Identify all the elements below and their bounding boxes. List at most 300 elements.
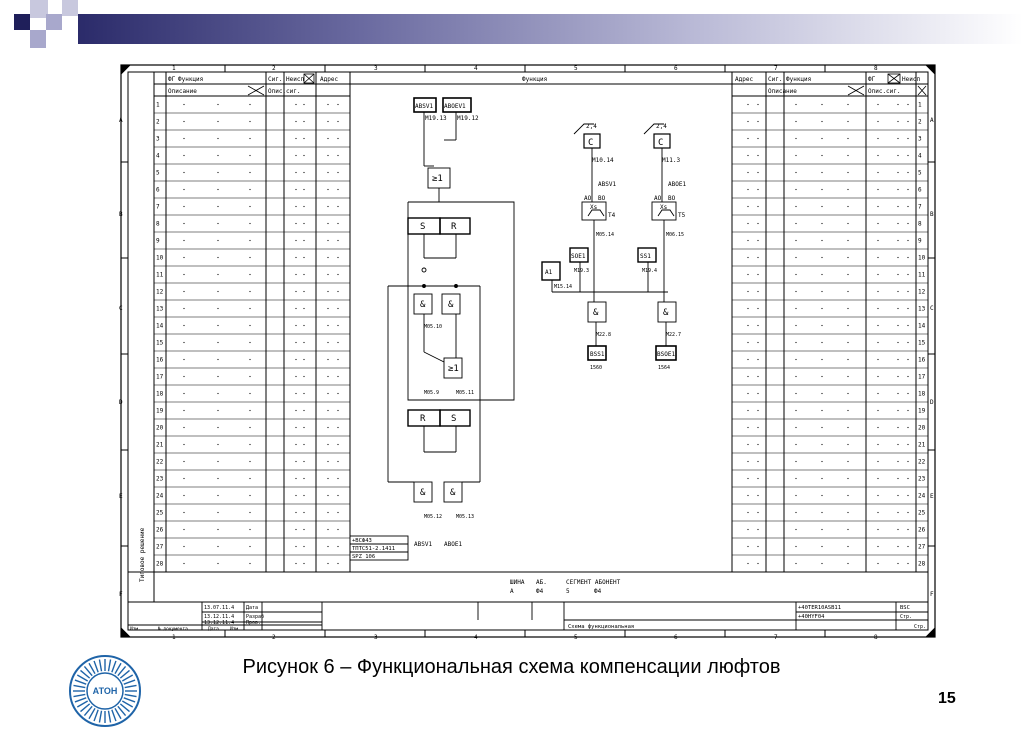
table-dot [183,427,184,428]
table-dot [847,342,848,343]
left-header-sig: Сиг. [268,76,283,83]
table-dot [757,410,758,411]
stamp-date: 13.12.11.4 [204,620,235,626]
table-dot [847,240,848,241]
row-letter: E [119,493,123,500]
table-dot [217,529,218,530]
table-dot [847,138,848,139]
table-dot [337,495,338,496]
table-dot [295,512,296,513]
table-dot [337,240,338,241]
table-dot [847,325,848,326]
table-dot [877,393,878,394]
table-dot [907,325,908,326]
row-number: 17 [918,373,926,381]
table-dot [747,274,748,275]
table-dot [897,478,898,479]
table-dot [795,206,796,207]
schematic-drawing [118,62,938,640]
table-dot [327,393,328,394]
table-dot [327,342,328,343]
table-dot [747,257,748,258]
row-letter: C [119,305,123,312]
table-dot [821,138,822,139]
table-dot [877,274,878,275]
row-number: 9 [156,237,160,245]
and-gate-label: & [420,488,426,498]
table-dot [757,359,758,360]
table-dot [877,461,878,462]
table-dot [847,121,848,122]
table-dot [877,512,878,513]
table-dot [183,512,184,513]
table-dot [907,104,908,105]
table-dot [249,529,250,530]
ref-label: M05.13 [456,514,475,520]
table-dot [877,138,878,139]
table-dot [217,410,218,411]
row-letter: C [930,305,934,312]
table-dot [877,376,878,377]
table-dot [327,376,328,377]
table-dot [747,393,748,394]
table-dot [249,342,250,343]
center-header: Функция [522,76,548,83]
table-dot [217,155,218,156]
ao-label: AO [584,195,592,202]
column-number: 2 [272,634,276,640]
table-dot [757,529,758,530]
row-number: 2 [156,118,160,126]
row-number: 1 [918,101,922,109]
column-number: 3 [374,65,378,72]
table-dot [847,257,848,258]
table-dot [877,189,878,190]
row-number: 18 [918,390,926,398]
table-dot [337,206,338,207]
table-dot [897,155,898,156]
table-dot [757,512,758,513]
ref-label: M05.9 [424,390,440,396]
table-dot [821,240,822,241]
table-dot [303,393,304,394]
row-letter: D [930,399,934,406]
table-dot [877,546,878,547]
table-dot [249,104,250,105]
table-dot [877,359,878,360]
output-num: 1564 [658,365,671,371]
stamp-label: Дата [246,605,259,611]
table-dot [897,104,898,105]
row-letter: F [119,591,123,598]
column-number: 6 [674,65,678,72]
table-dot [303,529,304,530]
table-dot [897,121,898,122]
table-dot [217,206,218,207]
table-dot [747,359,748,360]
table-dot [907,121,908,122]
row-number: 28 [918,560,926,568]
table-dot [217,308,218,309]
table-dot [821,104,822,105]
table-dot [303,495,304,496]
input-label: ABSV1 [415,103,434,110]
table-dot [303,206,304,207]
table-dot [821,512,822,513]
table-dot [847,529,848,530]
table-dot [907,427,908,428]
table-dot [183,376,184,377]
table-dot [821,461,822,462]
column-number: 8 [874,65,878,72]
table-dot [327,410,328,411]
table-dot [337,410,338,411]
table-dot [877,155,878,156]
table-dot [249,410,250,411]
table-dot [877,325,878,326]
row-number: 2 [918,118,922,126]
table-dot [249,359,250,360]
row-number: 19 [156,407,164,415]
table-dot [183,257,184,258]
table-dot [757,427,758,428]
c-value: 2,4 [586,123,597,130]
table-dot [337,393,338,394]
and-gate-label: & [593,308,599,318]
table-dot [821,223,822,224]
table-dot [183,478,184,479]
row-number: 24 [918,492,926,500]
table-dot [795,512,796,513]
table-dot [183,444,184,445]
table-dot [897,291,898,292]
column-number: 2 [272,65,276,72]
table-dot [295,563,296,564]
table-dot [249,240,250,241]
table-dot [303,223,304,224]
bottom-label: ABOE1 [444,541,463,548]
table-dot [295,138,296,139]
table-dot [821,308,822,309]
row-number: 6 [918,186,922,194]
table-dot [897,376,898,377]
table-dot [327,325,328,326]
table-dot [907,342,908,343]
table-dot [795,478,796,479]
column-number: 7 [774,65,778,72]
table-dot [327,512,328,513]
table-dot [327,155,328,156]
table-dot [907,155,908,156]
and-gate-label: & [663,308,669,318]
row-number: 3 [918,135,922,143]
table-dot [907,240,908,241]
table-dot [295,308,296,309]
table-dot [795,359,796,360]
table-dot [295,410,296,411]
row-number: 6 [156,186,160,194]
table-dot [795,223,796,224]
header-square-light-2 [46,14,62,30]
table-dot [907,308,908,309]
table-dot [907,393,908,394]
table-dot [327,240,328,241]
table-dot [907,495,908,496]
table-dot [795,410,796,411]
table-dot [183,410,184,411]
row-number: 24 [156,492,164,500]
table-dot [183,325,184,326]
table-dot [217,478,218,479]
table-dot [847,478,848,479]
column-number: 8 [874,634,878,640]
table-dot [217,546,218,547]
table-dot [295,155,296,156]
table-dot [183,393,184,394]
table-dot [303,563,304,564]
table-dot [217,104,218,105]
row-number: 16 [918,356,926,364]
table-dot [847,189,848,190]
table-dot [337,342,338,343]
table-dot [897,512,898,513]
table-dot [907,291,908,292]
table-dot [337,104,338,105]
table-dot [183,155,184,156]
column-number: 3 [374,634,378,640]
table-dot [897,444,898,445]
ref-label: M05.14 [596,232,615,238]
row-letter: B [119,211,123,218]
table-dot [795,240,796,241]
row-number: 8 [918,220,922,228]
output-label: BSOE1 [657,351,676,358]
table-dot [847,512,848,513]
table-dot [337,444,338,445]
table-dot [327,529,328,530]
table-dot [295,325,296,326]
table-dot [337,308,338,309]
table-dot [337,512,338,513]
table-dot [327,478,328,479]
or-gate-label: ≥1 [448,364,459,374]
table-dot [249,308,250,309]
bo-label: BO [598,195,606,202]
table-dot [217,342,218,343]
row-number: 23 [918,475,926,483]
table-dot [757,240,758,241]
table-dot [907,512,908,513]
output-label: BSS1 [590,351,605,358]
table-dot [747,512,748,513]
table-dot [897,240,898,241]
rs-r-label: R [420,414,426,424]
table-dot [337,138,338,139]
table-dot [877,223,878,224]
table-dot [217,189,218,190]
table-dot [217,359,218,360]
stamp-foot: № документа [158,627,188,632]
output-num: 1560 [590,365,603,371]
stamp-foot: Изм [230,627,239,632]
table-dot [747,206,748,207]
table-dot [757,495,758,496]
table-dot [747,138,748,139]
table-dot [337,359,338,360]
table-dot [907,359,908,360]
table-dot [877,121,878,122]
row-number: 10 [156,254,164,262]
table-dot [327,104,328,105]
row-number: 5 [918,169,922,177]
table-dot [327,308,328,309]
row-letter: A [119,117,123,124]
stamp-label: Пров. [246,620,262,626]
table-dot [795,325,796,326]
row-number: 13 [918,305,926,313]
table-dot [795,461,796,462]
table-dot [249,274,250,275]
table-dot [295,393,296,394]
right-header-fg: ФГ [868,76,876,83]
table-dot [757,155,758,156]
table-dot [249,546,250,547]
bottom-box-line: ТПТС51-2.1411 [352,546,396,552]
stamp-date: 13.12.11.4 [204,614,235,620]
ref-label: M22.8 [596,332,612,338]
stamp-foot: Изм. [130,627,141,632]
table-dot [757,308,758,309]
row-number: 22 [918,458,926,466]
table-dot [327,138,328,139]
table-dot [821,274,822,275]
row-letter: F [930,591,934,598]
table-dot [295,359,296,360]
table-dot [183,461,184,462]
table-dot [757,138,758,139]
side-label: Типовое решение [139,527,146,582]
table-dot [757,291,758,292]
table-dot [821,121,822,122]
table-dot [757,274,758,275]
table-dot [249,495,250,496]
row-letter: E [930,493,934,500]
table-dot [757,189,758,190]
table-dot [747,291,748,292]
table-dot [757,478,758,479]
row-number: 11 [918,271,926,279]
table-dot [327,444,328,445]
table-dot [847,291,848,292]
table-dot [757,393,758,394]
ref-label: M19.4 [642,268,658,274]
table-dot [877,104,878,105]
table-dot [249,478,250,479]
sheet-title: Схема функциональная [568,624,635,630]
table-dot [821,189,822,190]
table-dot [249,138,250,139]
table-dot [795,563,796,564]
row-number: 15 [918,339,926,347]
mid-input: A1 [545,269,553,276]
table-dot [907,189,908,190]
input-label: ABOEV1 [444,103,466,110]
table-dot [877,427,878,428]
bus-value: А [510,588,514,595]
table-dot [897,546,898,547]
table-dot [821,359,822,360]
column-number: 5 [574,634,578,640]
table-dot [295,291,296,292]
row-number: 4 [918,152,922,160]
table-dot [303,461,304,462]
table-dot [295,257,296,258]
table-dot [897,342,898,343]
table-dot [217,274,218,275]
table-dot [897,359,898,360]
row-number: 20 [156,424,164,432]
table-dot [183,121,184,122]
table-dot [249,563,250,564]
sheet-page-label: Стр. [914,624,927,630]
table-dot [183,274,184,275]
sheet-page-label: Стр. [900,614,913,620]
or-gate-label: ≥1 [432,174,443,184]
table-dot [183,529,184,530]
row-number: 8 [156,220,160,228]
table-dot [249,291,250,292]
table-dot [757,121,758,122]
table-dot [747,342,748,343]
table-dot [249,427,250,428]
table-dot [327,274,328,275]
table-dot [327,257,328,258]
table-dot [303,121,304,122]
table-dot [897,274,898,275]
table-dot [303,240,304,241]
table-dot [897,172,898,173]
ref-label: M19.13 [425,115,447,122]
row-letter: A [930,117,934,124]
table-dot [337,478,338,479]
table-dot [183,495,184,496]
table-dot [249,325,250,326]
row-number: 9 [918,237,922,245]
table-dot [821,257,822,258]
sr-r-label: R [451,222,457,232]
table-dot [821,563,822,564]
table-dot [821,342,822,343]
table-dot [295,189,296,190]
table-dot [847,359,848,360]
table-dot [303,291,304,292]
ao-label: AO [654,195,662,202]
table-dot [303,155,304,156]
table-dot [327,563,328,564]
table-dot [303,410,304,411]
table-dot [183,342,184,343]
bus-value: Ф4 [536,588,544,595]
table-dot [795,444,796,445]
table-dot [847,495,848,496]
table-dot [877,308,878,309]
and-gate-label: & [420,300,426,310]
table-dot [795,121,796,122]
table-dot [821,495,822,496]
table-dot [897,529,898,530]
ref-label: M15.14 [554,284,573,290]
stamp-label: Разраб [246,614,265,620]
